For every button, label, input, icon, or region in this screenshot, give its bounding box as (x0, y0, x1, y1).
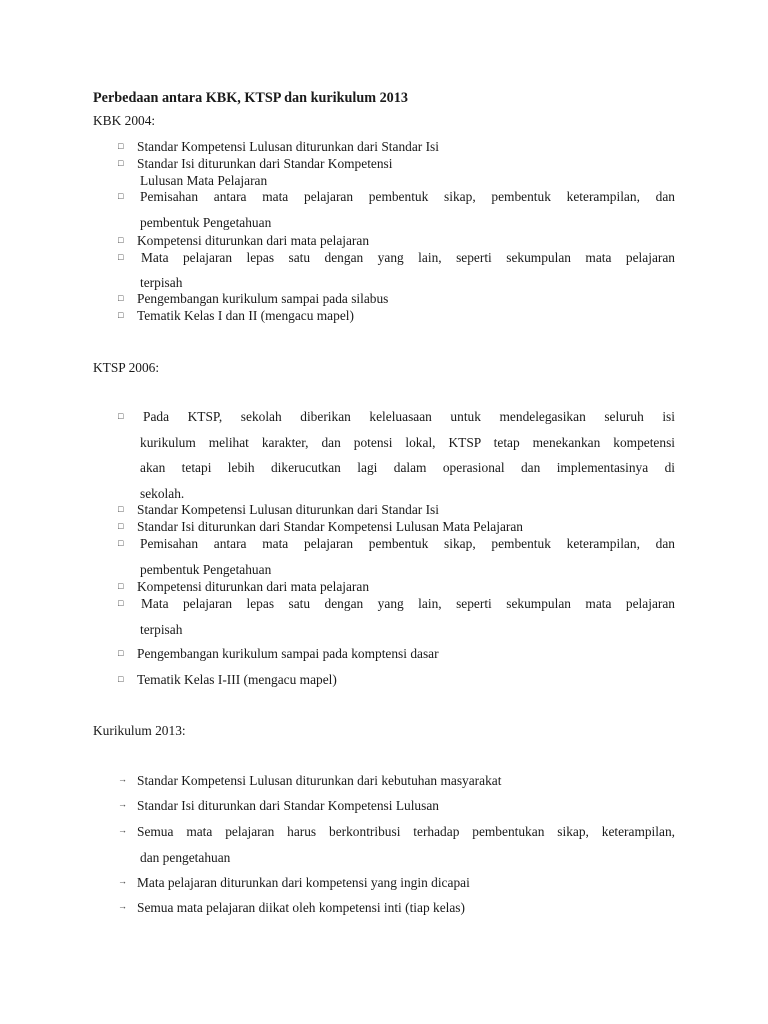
list-item: Pada KTSP, sekolah diberikan keleluasaan untuk mendelegasikan seluruh isi (143, 409, 675, 424)
list-item-continuation: terpisah (140, 275, 183, 290)
bullet-icon: □ (118, 538, 124, 548)
bullet-icon: □ (118, 674, 124, 684)
list-item-continuation: dan pengetahuan (140, 850, 231, 865)
bullet-icon: □ (118, 598, 124, 608)
list-item: Tematik Kelas I-III (mengacu mapel) (137, 672, 337, 687)
bullet-icon: □ (118, 191, 124, 201)
list-item-continuation: Lulusan Mata Pelajaran (140, 173, 268, 188)
list-item: Pengembangan kurikulum sampai pada silabus (137, 291, 389, 306)
bullet-icon: □ (118, 521, 124, 531)
arrow-bullet-icon: → (118, 901, 127, 911)
list-item: Standar Isi diturunkan dari Standar Kompetensi Lulusan (137, 798, 439, 813)
list-item: Mata pelajaran lepas satu dengan yang lain, seperti sekumpulan mata pelajaran (141, 250, 675, 265)
ktsp-heading: KTSP 2006: (93, 360, 160, 375)
bullet-icon: □ (118, 310, 124, 320)
list-item: Mata pelajaran lepas satu dengan yang lain, seperti sekumpulan mata pelajaran (141, 596, 675, 611)
kbk-heading: KBK 2004: (93, 113, 156, 128)
bullet-icon: □ (118, 252, 124, 262)
list-item: Standar Kompetensi Lulusan diturunkan dari kebutuhan masyarakat (137, 773, 502, 788)
bullet-icon: □ (118, 141, 124, 151)
list-item-continuation: sekolah. (140, 486, 185, 501)
list-item: Pemisahan antara mata pelajaran pembentuk sikap, pembentuk keterampilan, dan (140, 536, 675, 551)
arrow-bullet-icon: → (118, 799, 127, 809)
list-item: Standar Kompetensi Lulusan diturunkan dari Standar Isi (137, 502, 439, 517)
arrow-bullet-icon: → (118, 774, 127, 784)
list-item: Standar Isi diturunkan dari Standar Kompetensi Lulusan Mata Pelajaran (137, 519, 523, 534)
list-item-continuation: terpisah (140, 622, 183, 637)
bullet-icon: □ (118, 293, 124, 303)
list-item: Standar Isi diturunkan dari Standar Kompetensi (137, 156, 393, 171)
list-item-continuation: pembentuk Pengetahuan (140, 215, 272, 230)
list-item: Tematik Kelas I dan II (mengacu mapel) (137, 308, 354, 323)
bullet-icon: □ (118, 581, 124, 591)
list-item: Pengembangan kurikulum sampai pada komptensi dasar (137, 646, 439, 661)
list-item-continuation: akan tetapi lebih dikerucutkan lagi dalam operasional dan implementasinya di (140, 460, 675, 475)
arrow-bullet-icon: → (118, 876, 127, 886)
document-title: Perbedaan antara KBK, KTSP dan kurikulum 2013 (93, 90, 408, 106)
list-item: Mata pelajaran diturunkan dari kompetensi yang ingin dicapai (137, 875, 470, 890)
bullet-icon: □ (118, 648, 124, 658)
list-item: Kompetensi diturunkan dari mata pelajaran (137, 233, 370, 248)
list-item-continuation: pembentuk Pengetahuan (140, 562, 272, 577)
list-item: Semua mata pelajaran harus berkontribusi terhadap pembentukan sikap, keterampilan, (137, 824, 675, 839)
bullet-icon: □ (118, 411, 124, 421)
bullet-icon: □ (118, 158, 124, 168)
arrow-bullet-icon: → (118, 825, 127, 835)
list-item: Kompetensi diturunkan dari mata pelajaran (137, 579, 370, 594)
list-item: Pemisahan antara mata pelajaran pembentuk sikap, pembentuk keterampilan, dan (140, 189, 675, 204)
k13-heading: Kurikulum 2013: (93, 723, 186, 738)
list-item-continuation: kurikulum melihat karakter, dan potensi lokal, KTSP tetap menekankan kompetensi (140, 435, 675, 450)
bullet-icon: □ (118, 235, 124, 245)
list-item: Standar Kompetensi Lulusan diturunkan dari Standar Isi (137, 139, 439, 154)
list-item: Semua mata pelajaran diikat oleh kompetensi inti (tiap kelas) (137, 900, 465, 915)
bullet-icon: □ (118, 504, 124, 514)
